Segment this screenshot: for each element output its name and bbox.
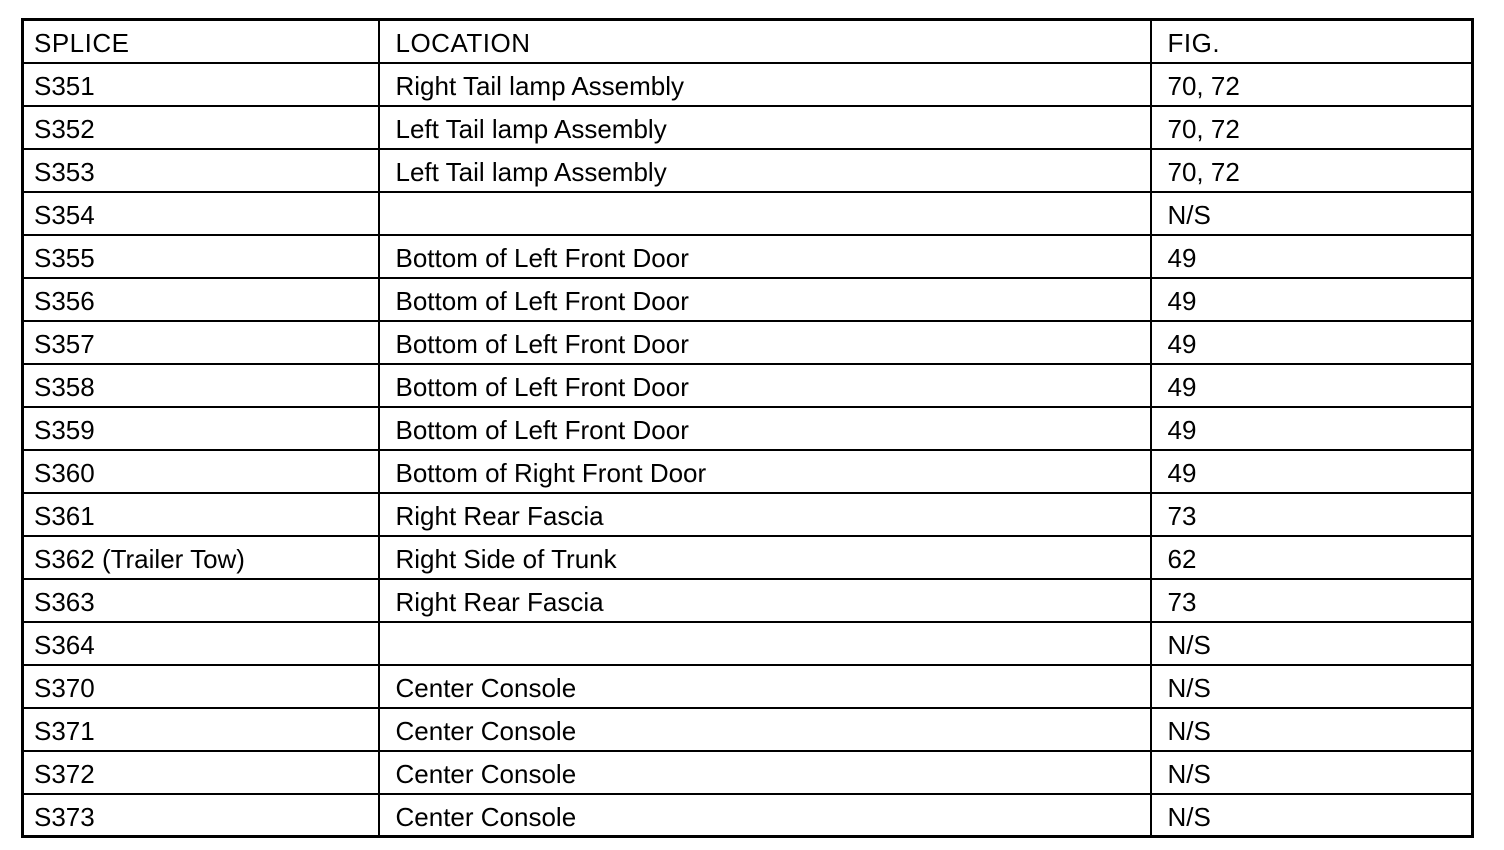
location-cell: Bottom of Left Front Door (379, 321, 1151, 364)
fig-cell: 49 (1151, 407, 1473, 450)
table-row (23, 63, 1473, 106)
table-row (23, 708, 1473, 751)
header-row (23, 20, 1473, 63)
splice-cell: S359 (23, 407, 379, 450)
fig-cell: N/S (1151, 192, 1473, 235)
table-header (23, 20, 1473, 63)
splice-cell: S353 (23, 149, 379, 192)
fig-cell: N/S (1151, 622, 1473, 665)
table-row (23, 622, 1473, 665)
location-cell: Left Tail lamp Assembly (379, 149, 1151, 192)
table-row (23, 364, 1473, 407)
table-row (23, 493, 1473, 536)
splice-cell: S355 (23, 235, 379, 278)
fig-cell: 70, 72 (1151, 106, 1473, 149)
header-splice: SPLICE (23, 20, 379, 63)
fig-cell: N/S (1151, 751, 1473, 794)
table-row (23, 321, 1473, 364)
table-row (23, 665, 1473, 708)
fig-cell: N/S (1151, 708, 1473, 751)
location-cell (379, 192, 1151, 235)
fig-cell: N/S (1151, 794, 1473, 837)
location-cell: Center Console (379, 665, 1151, 708)
splice-cell: S360 (23, 450, 379, 493)
table-row (23, 536, 1473, 579)
location-cell: Right Side of Trunk (379, 536, 1151, 579)
table-row (23, 278, 1473, 321)
splice-cell: S370 (23, 665, 379, 708)
splice-cell: S363 (23, 579, 379, 622)
location-cell: Bottom of Left Front Door (379, 407, 1151, 450)
splice-cell: S372 (23, 751, 379, 794)
fig-cell: 73 (1151, 579, 1473, 622)
location-cell: Center Console (379, 751, 1151, 794)
splice-cell: S354 (23, 192, 379, 235)
table-row (23, 794, 1473, 837)
table-row (23, 450, 1473, 493)
location-cell: Bottom of Right Front Door (379, 450, 1151, 493)
table-body (23, 63, 1473, 837)
splice-cell: S371 (23, 708, 379, 751)
fig-cell: 49 (1151, 450, 1473, 493)
fig-cell: 62 (1151, 536, 1473, 579)
splice-cell: S356 (23, 278, 379, 321)
location-cell: Center Console (379, 794, 1151, 837)
splice-cell: S364 (23, 622, 379, 665)
location-cell: Right Tail lamp Assembly (379, 63, 1151, 106)
table-row (23, 149, 1473, 192)
splice-cell: S351 (23, 63, 379, 106)
table-row (23, 235, 1473, 278)
splice-cell: S352 (23, 106, 379, 149)
fig-cell: 49 (1151, 235, 1473, 278)
location-cell: Right Rear Fascia (379, 493, 1151, 536)
header-location: LOCATION (379, 20, 1151, 63)
splice-cell: S361 (23, 493, 379, 536)
splice-cell: S357 (23, 321, 379, 364)
fig-cell: N/S (1151, 665, 1473, 708)
table-row (23, 751, 1473, 794)
table-row (23, 579, 1473, 622)
location-cell (379, 622, 1151, 665)
splice-cell: S373 (23, 794, 379, 837)
fig-cell: 49 (1151, 321, 1473, 364)
fig-cell: 70, 72 (1151, 63, 1473, 106)
location-cell: Left Tail lamp Assembly (379, 106, 1151, 149)
location-cell: Bottom of Left Front Door (379, 235, 1151, 278)
location-cell: Bottom of Left Front Door (379, 364, 1151, 407)
fig-cell: 70, 72 (1151, 149, 1473, 192)
fig-cell: 73 (1151, 493, 1473, 536)
splice-cell: S358 (23, 364, 379, 407)
splice-cell: S362 (Trailer Tow) (23, 536, 379, 579)
header-fig: FIG. (1151, 20, 1473, 63)
splice-location-table (21, 18, 1474, 838)
location-cell: Bottom of Left Front Door (379, 278, 1151, 321)
fig-cell: 49 (1151, 364, 1473, 407)
fig-cell: 49 (1151, 278, 1473, 321)
table-row (23, 192, 1473, 235)
location-cell: Center Console (379, 708, 1151, 751)
location-cell: Right Rear Fascia (379, 579, 1151, 622)
table-row (23, 407, 1473, 450)
table-row (23, 106, 1473, 149)
